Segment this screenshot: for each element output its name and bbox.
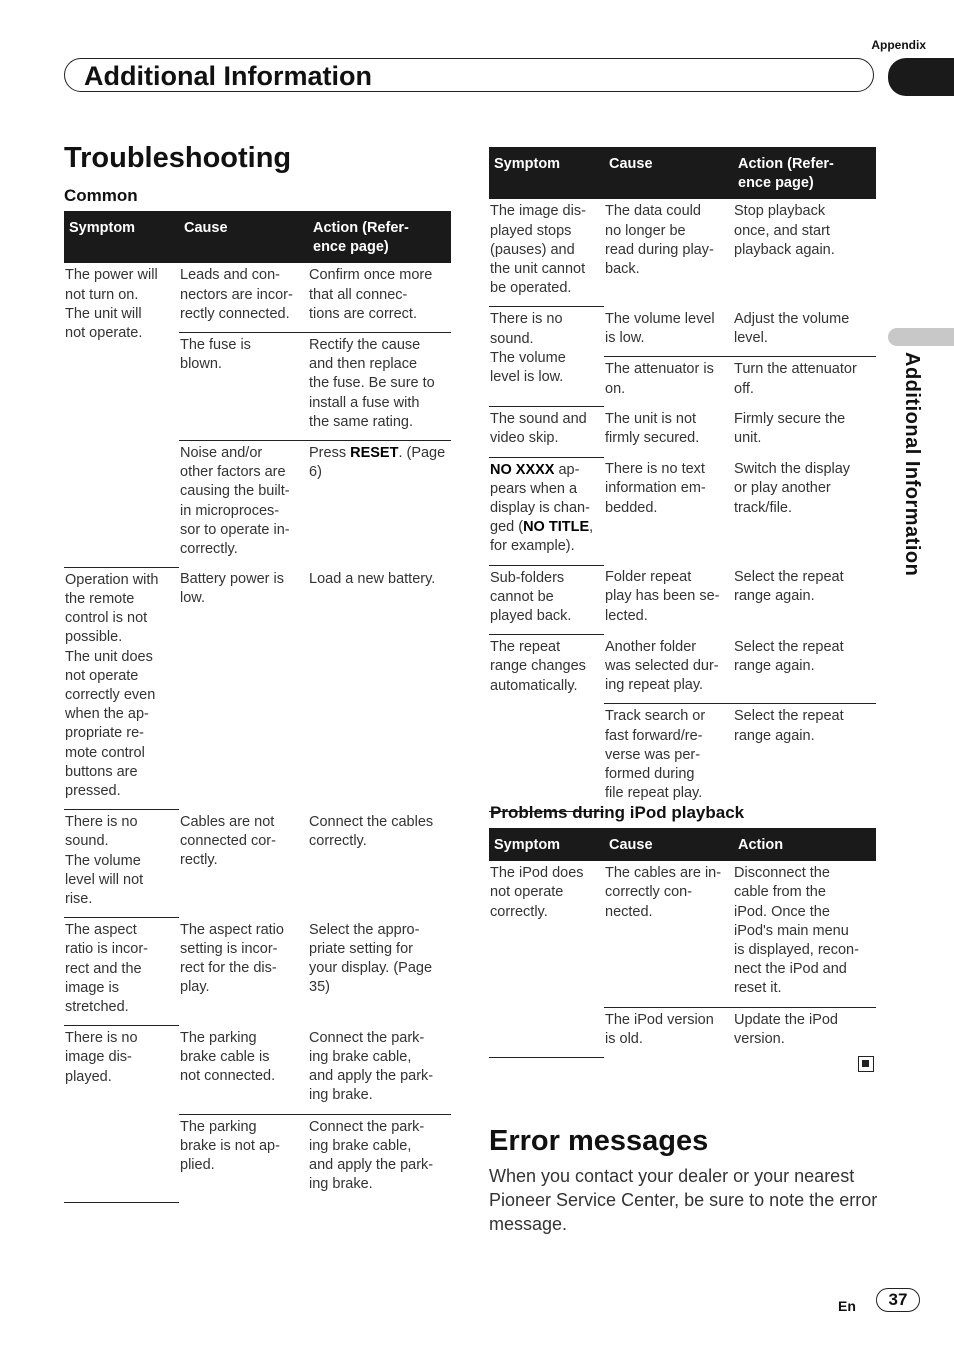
action-cell: Load a new battery. (309, 571, 436, 588)
error-messages-body: When you contact your dealer or your nearest Pioneer Service Center, be sure to note the error message. (489, 1166, 878, 1234)
ipod-troubleshooting-table (489, 828, 876, 1058)
common-troubleshooting-table-continued (489, 147, 876, 812)
header-title: Additional Information (84, 61, 372, 91)
footer-language: En (838, 1298, 856, 1314)
symptom-cell: Sub-folders cannot be played back. (489, 565, 604, 635)
action-cell: Press RESET. (Page 6) (309, 445, 446, 481)
action-cell: Stop playback once, and start playback again. (734, 203, 835, 258)
common-troubleshooting-table (64, 211, 451, 1203)
cause-cell: The attenuator is on. (605, 361, 714, 397)
header-tab-marker (888, 58, 954, 96)
cause-cell: Folder repeat play has been se- lected. (605, 569, 720, 624)
symptom-cell: The power will not turn on. The unit will not operate. (64, 263, 179, 567)
action-cell: Update the iPod version. (734, 1011, 838, 1047)
action-cell: Select the repeat range again. (734, 708, 844, 744)
section-title-troubleshooting: Troubleshooting (64, 142, 292, 174)
table-row (489, 457, 876, 565)
cause-cell: The data could no longer be read during play- back. (605, 203, 714, 278)
symptom-cell: The sound and video skip. (489, 407, 604, 457)
table-row (64, 810, 451, 918)
action-cell: Turn the attenuator off. (734, 361, 857, 397)
appendix-label: Appendix (871, 38, 926, 52)
cause-cell: Another folder was selected dur- ing repeat play. (604, 635, 733, 704)
symptom-cell: The aspect ratio is incor- rect and the image is stretched. (64, 918, 179, 1026)
table-row (489, 199, 876, 307)
table-row (64, 567, 451, 809)
cause-cell: The fuse is blown. (179, 333, 308, 441)
subsection-title-ipod: Problems during iPod playback (490, 803, 745, 822)
table-row (489, 565, 876, 635)
action-cell: Firmly secure the unit. (734, 410, 846, 446)
action-cell: Connect the cables correctly. (309, 813, 434, 849)
action-cell: Connect the park- ing brake cable, and apply the park- ing brake. (308, 1026, 451, 1114)
symptom-cell: Operation with the remote control is not possible. The unit does not operate correctly even when the ap- propriate re- mote control buttons are pressed. (64, 567, 179, 809)
column-header-cause: Cause (179, 211, 308, 263)
subsection-title-common: Common (64, 186, 138, 205)
table-row (489, 861, 876, 1007)
table-row (64, 263, 451, 332)
cause-cell: The volume level is low. (604, 307, 733, 357)
column-header-symptom: Symptom (64, 211, 179, 263)
cause-cell: Cables are not connected cor- rectly. (180, 813, 276, 869)
cause-cell: Track search or fast forward/re- verse was per- formed during file repeat play. (605, 708, 706, 802)
cause-cell: The aspect ratio setting is incor- rect for the dis- play. (180, 921, 284, 996)
cause-cell: The cables are in- correctly con- nected. (604, 861, 733, 1007)
cause-cell: Battery power is low. (180, 571, 284, 607)
column-header-action: Action (Refer- ence page) (733, 147, 876, 199)
table-row (489, 307, 876, 357)
column-header-action: Action (733, 828, 876, 861)
page-number: 37 (876, 1288, 920, 1312)
action-cell: Connect the park- ing brake cable, and apply the park- ing brake. (309, 1118, 434, 1193)
section-title-error-messages: Error messages (489, 1125, 709, 1157)
cause-cell: Noise and/or other factors are causing the built- in microproces- sor to operate in- correctly. (180, 445, 290, 558)
action-cell: Switch the display or play another track/file. (734, 461, 851, 516)
cause-cell: Leads and con- nectors are incor- rectly connected. (179, 263, 308, 332)
symptom-cell: The iPod does not operate correctly. (489, 861, 604, 1057)
symptom-cell: There is no image dis- played. (64, 1026, 179, 1203)
side-tab-marker (888, 328, 954, 346)
cause-cell: The iPod version is old. (605, 1011, 714, 1047)
action-cell: Select the repeat range again. (733, 635, 876, 704)
action-cell: Select the appro- priate setting for your display. (Page 35) (309, 921, 433, 996)
column-header-cause: Cause (604, 828, 733, 861)
symptom-cell: There is no sound. The volume level is low. (489, 307, 604, 407)
cause-cell: The parking brake cable is not connected. (179, 1026, 308, 1114)
symptom-cell: The image dis- played stops (pauses) and the unit cannot be operated. (489, 199, 604, 307)
column-header-symptom: Symptom (489, 147, 604, 199)
table-row (489, 635, 876, 704)
action-cell: Rectify the cause and then replace the fuse. Be sure to install a fuse with the same rating. (308, 333, 451, 441)
section-end-marker (858, 1056, 874, 1072)
cause-cell: The parking brake is not ap- plied. (180, 1118, 280, 1173)
action-cell: Confirm once more that all connec- tions are correct. (308, 263, 451, 332)
column-header-cause: Cause (604, 147, 733, 199)
action-cell: Select the repeat range again. (734, 569, 844, 605)
symptom-cell: NO XXXX ap- pears when a display is chan- ged (NO TITLE, for example). (489, 457, 604, 565)
symptom-cell: The repeat range changes automatically. (489, 635, 604, 812)
action-cell: Adjust the volume level. (733, 307, 876, 357)
table-row (64, 1026, 451, 1114)
cause-cell: There is no text information em- bedded. (605, 461, 706, 516)
cause-cell: The unit is not firmly secured. (605, 410, 700, 446)
table-row (64, 918, 451, 1026)
symptom-cell: There is no sound. The volume level will not rise. (64, 810, 179, 918)
column-header-symptom: Symptom (489, 828, 604, 861)
column-header-action: Action (Refer- ence page) (308, 211, 451, 263)
side-tab-label: Additional Information (901, 352, 923, 577)
table-row (489, 407, 876, 457)
action-cell: Disconnect the cable from the iPod. Once the iPod's main menu is displayed, recon- nect the iPod and reset it. (733, 861, 876, 1007)
